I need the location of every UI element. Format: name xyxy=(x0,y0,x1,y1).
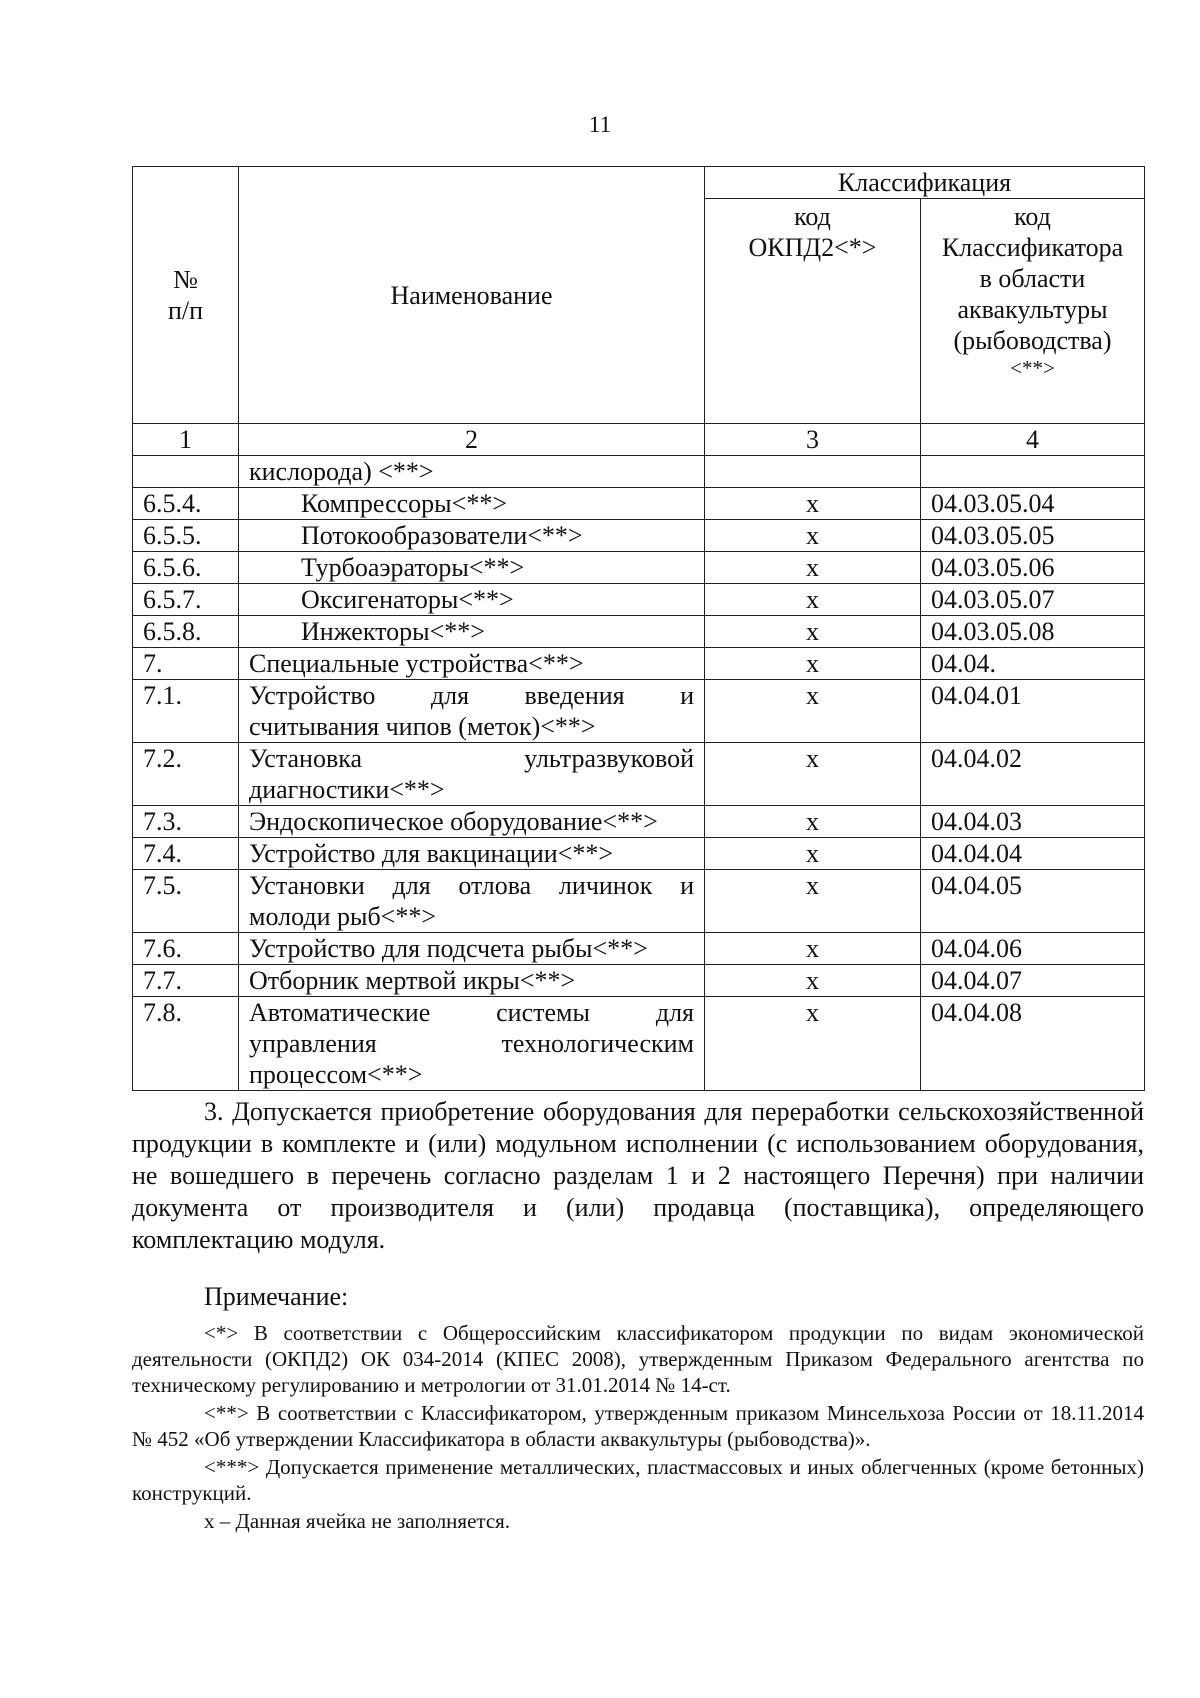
cell-code: 04.04.08 xyxy=(921,997,1145,1091)
cell-name-line: Автоматические системы для xyxy=(249,998,694,1027)
cell-name-line: считывания чипов (меток)<**> xyxy=(249,712,596,741)
cell-okpd xyxy=(705,456,921,488)
table-row xyxy=(133,870,1145,933)
header-name: Наименование xyxy=(239,167,705,424)
table-row xyxy=(133,933,1145,965)
cell-name: Устройство для вакцинации<**> xyxy=(239,838,705,870)
table-row xyxy=(133,520,1145,552)
column-number: 4 xyxy=(921,424,1145,456)
column-number: 2 xyxy=(239,424,705,456)
header-num-sign: № xyxy=(173,265,198,294)
cell-okpd: x xyxy=(705,584,921,616)
column-number-row xyxy=(133,424,1145,456)
note-item: <*> В соответствии с Общероссийским классификатором продукции по видам экономической деятельности (ОКПД2) ОК 034-2014 (КПЕС 2008), утвержденным Приказом Федерального агентства по техническому регулированию и метрологии от 31.01.2014 № 14-ст. xyxy=(132,1321,1144,1397)
header-okpd xyxy=(705,199,921,424)
cell-code: 04.03.05.08 xyxy=(921,616,1145,648)
cell-code: 04.04.02 xyxy=(921,743,1145,806)
table-row xyxy=(133,584,1145,616)
cell-code: 04.04.05 xyxy=(921,870,1145,933)
notes-list xyxy=(132,1320,1144,1536)
cell-code: 04.04.06 xyxy=(921,933,1145,965)
table-row xyxy=(133,743,1145,806)
cell-okpd: x xyxy=(705,965,921,997)
cell-num: 7.1. xyxy=(133,680,239,743)
cell-code: 04.03.05.07 xyxy=(921,584,1145,616)
header-aqua-line5: (рыбоводства) xyxy=(953,326,1112,355)
cell-code: 04.04.04 xyxy=(921,838,1145,870)
page-number: 11 xyxy=(588,112,612,137)
cell-name xyxy=(239,997,705,1091)
cell-num: 7.8. xyxy=(133,997,239,1091)
cell-name: Устройство для подсчета рыбы<**> xyxy=(239,933,705,965)
equipment-classification-table xyxy=(132,166,1145,1091)
cell-name: Турбоаэраторы<**> xyxy=(239,552,705,584)
table-row xyxy=(133,488,1145,520)
cell-okpd: x xyxy=(705,743,921,806)
header-aqua-line6: <**> xyxy=(1010,356,1055,380)
header-aqua-code xyxy=(921,199,1145,424)
cell-name xyxy=(239,743,705,806)
table-row xyxy=(133,806,1145,838)
cell-name-line: Устройство для введения и xyxy=(249,681,694,710)
cell-num: 7. xyxy=(133,648,239,680)
cell-name-line: Установки для отлова личинок и xyxy=(249,871,694,900)
cell-code xyxy=(921,456,1145,488)
cell-num: 6.5.6. xyxy=(133,552,239,584)
cell-num: 7.3. xyxy=(133,806,239,838)
header-aqua-line2: Классификатора xyxy=(941,233,1124,262)
header-classification: Классификация xyxy=(705,167,1145,199)
cell-name-line: Установка ультразвуковой xyxy=(249,744,694,773)
cell-okpd: x xyxy=(705,552,921,584)
note-item: <**> В соответствии с Классификатором, утвержденным приказом Минсельхоза России от 18.11.2014 № 452 «Об утверждении Классификатора в области аквакультуры (рыбоводства)». xyxy=(132,1401,1144,1451)
cell-code: 04.04. xyxy=(921,648,1145,680)
header-num xyxy=(133,167,239,424)
table-row-continuation xyxy=(133,456,1145,488)
cell-okpd: x xyxy=(705,488,921,520)
note-item: <***> Допускается применение металлических, пластмассовых и иных облегченных (кроме бетонных) конструкций. xyxy=(132,1455,1144,1505)
cell-okpd: x xyxy=(705,870,921,933)
cell-okpd: x xyxy=(705,616,921,648)
cell-code: 04.03.05.04 xyxy=(921,488,1145,520)
header-okpd-line1: код xyxy=(794,202,831,231)
cell-code: 04.04.01 xyxy=(921,680,1145,743)
table-header-row-1 xyxy=(133,167,1145,199)
cell-okpd: x xyxy=(705,838,921,870)
header-aqua-line1: код xyxy=(1014,202,1051,231)
table-row xyxy=(133,965,1145,997)
cell-name-line: молоди рыб<**> xyxy=(249,902,437,931)
cell-name: кислорода) <**> xyxy=(239,456,705,488)
column-number: 1 xyxy=(133,424,239,456)
cell-name-line: диагностики<**> xyxy=(249,775,445,804)
header-aqua-line4: аквакультуры xyxy=(957,295,1108,324)
cell-num: 6.5.5. xyxy=(133,520,239,552)
table-row xyxy=(133,552,1145,584)
cell-num: 6.5.8. xyxy=(133,616,239,648)
cell-name: Оксигенаторы<**> xyxy=(239,584,705,616)
cell-code: 04.04.07 xyxy=(921,965,1145,997)
cell-code: 04.03.05.05 xyxy=(921,520,1145,552)
cell-num: 7.5. xyxy=(133,870,239,933)
cell-num xyxy=(133,456,239,488)
cell-num: 7.7. xyxy=(133,965,239,997)
header-num-sub: п/п xyxy=(167,296,204,325)
header-aqua-line3: в области xyxy=(979,264,1086,293)
cell-name: Инжекторы<**> xyxy=(239,616,705,648)
cell-name: Компрессоры<**> xyxy=(239,488,705,520)
paragraph-3: 3. Допускается приобретение оборудования для переработки сельскохозяйственной продукции в комплекте и (или) модульном исполнении (с использованием оборудования, не вошедшего в перечень согласно разделам 1 и 2 настоящего Перечня) при наличии документа от производителя и (или) продавца (поставщика), определяющего комплектацию модуля. xyxy=(132,1097,1144,1254)
column-number: 3 xyxy=(705,424,921,456)
cell-name xyxy=(239,870,705,933)
cell-okpd: x xyxy=(705,933,921,965)
cell-name-line: процессом<**> xyxy=(249,1060,423,1089)
cell-num: 7.4. xyxy=(133,838,239,870)
cell-num: 7.2. xyxy=(133,743,239,806)
cell-okpd: x xyxy=(705,997,921,1091)
cell-okpd: x xyxy=(705,520,921,552)
cell-okpd: x xyxy=(705,680,921,743)
cell-okpd: x xyxy=(705,806,921,838)
cell-num: 6.5.4. xyxy=(133,488,239,520)
cell-num: 7.6. xyxy=(133,933,239,965)
table-row xyxy=(133,838,1145,870)
cell-code: 04.04.03 xyxy=(921,806,1145,838)
cell-code: 04.03.05.06 xyxy=(921,552,1145,584)
cell-name: Отборник мертвой икры<**> xyxy=(239,965,705,997)
table-row xyxy=(133,997,1145,1091)
cell-name xyxy=(239,680,705,743)
header-okpd-line2: ОКПД2<*> xyxy=(748,233,877,262)
cell-name: Потокообразователи<**> xyxy=(239,520,705,552)
cell-name: Эндоскопическое оборудование<**> xyxy=(239,806,705,838)
table-row xyxy=(133,616,1145,648)
cell-okpd: x xyxy=(705,648,921,680)
cell-name-line: управления технологическим xyxy=(249,1029,694,1058)
cell-num: 6.5.7. xyxy=(133,584,239,616)
notes-title: Примечание: xyxy=(204,1282,349,1311)
cell-name: Специальные устройства<**> xyxy=(239,648,705,680)
note-item: x – Данная ячейка не заполняется. xyxy=(204,1509,511,1533)
table-row xyxy=(133,648,1145,680)
table-row xyxy=(133,680,1145,743)
